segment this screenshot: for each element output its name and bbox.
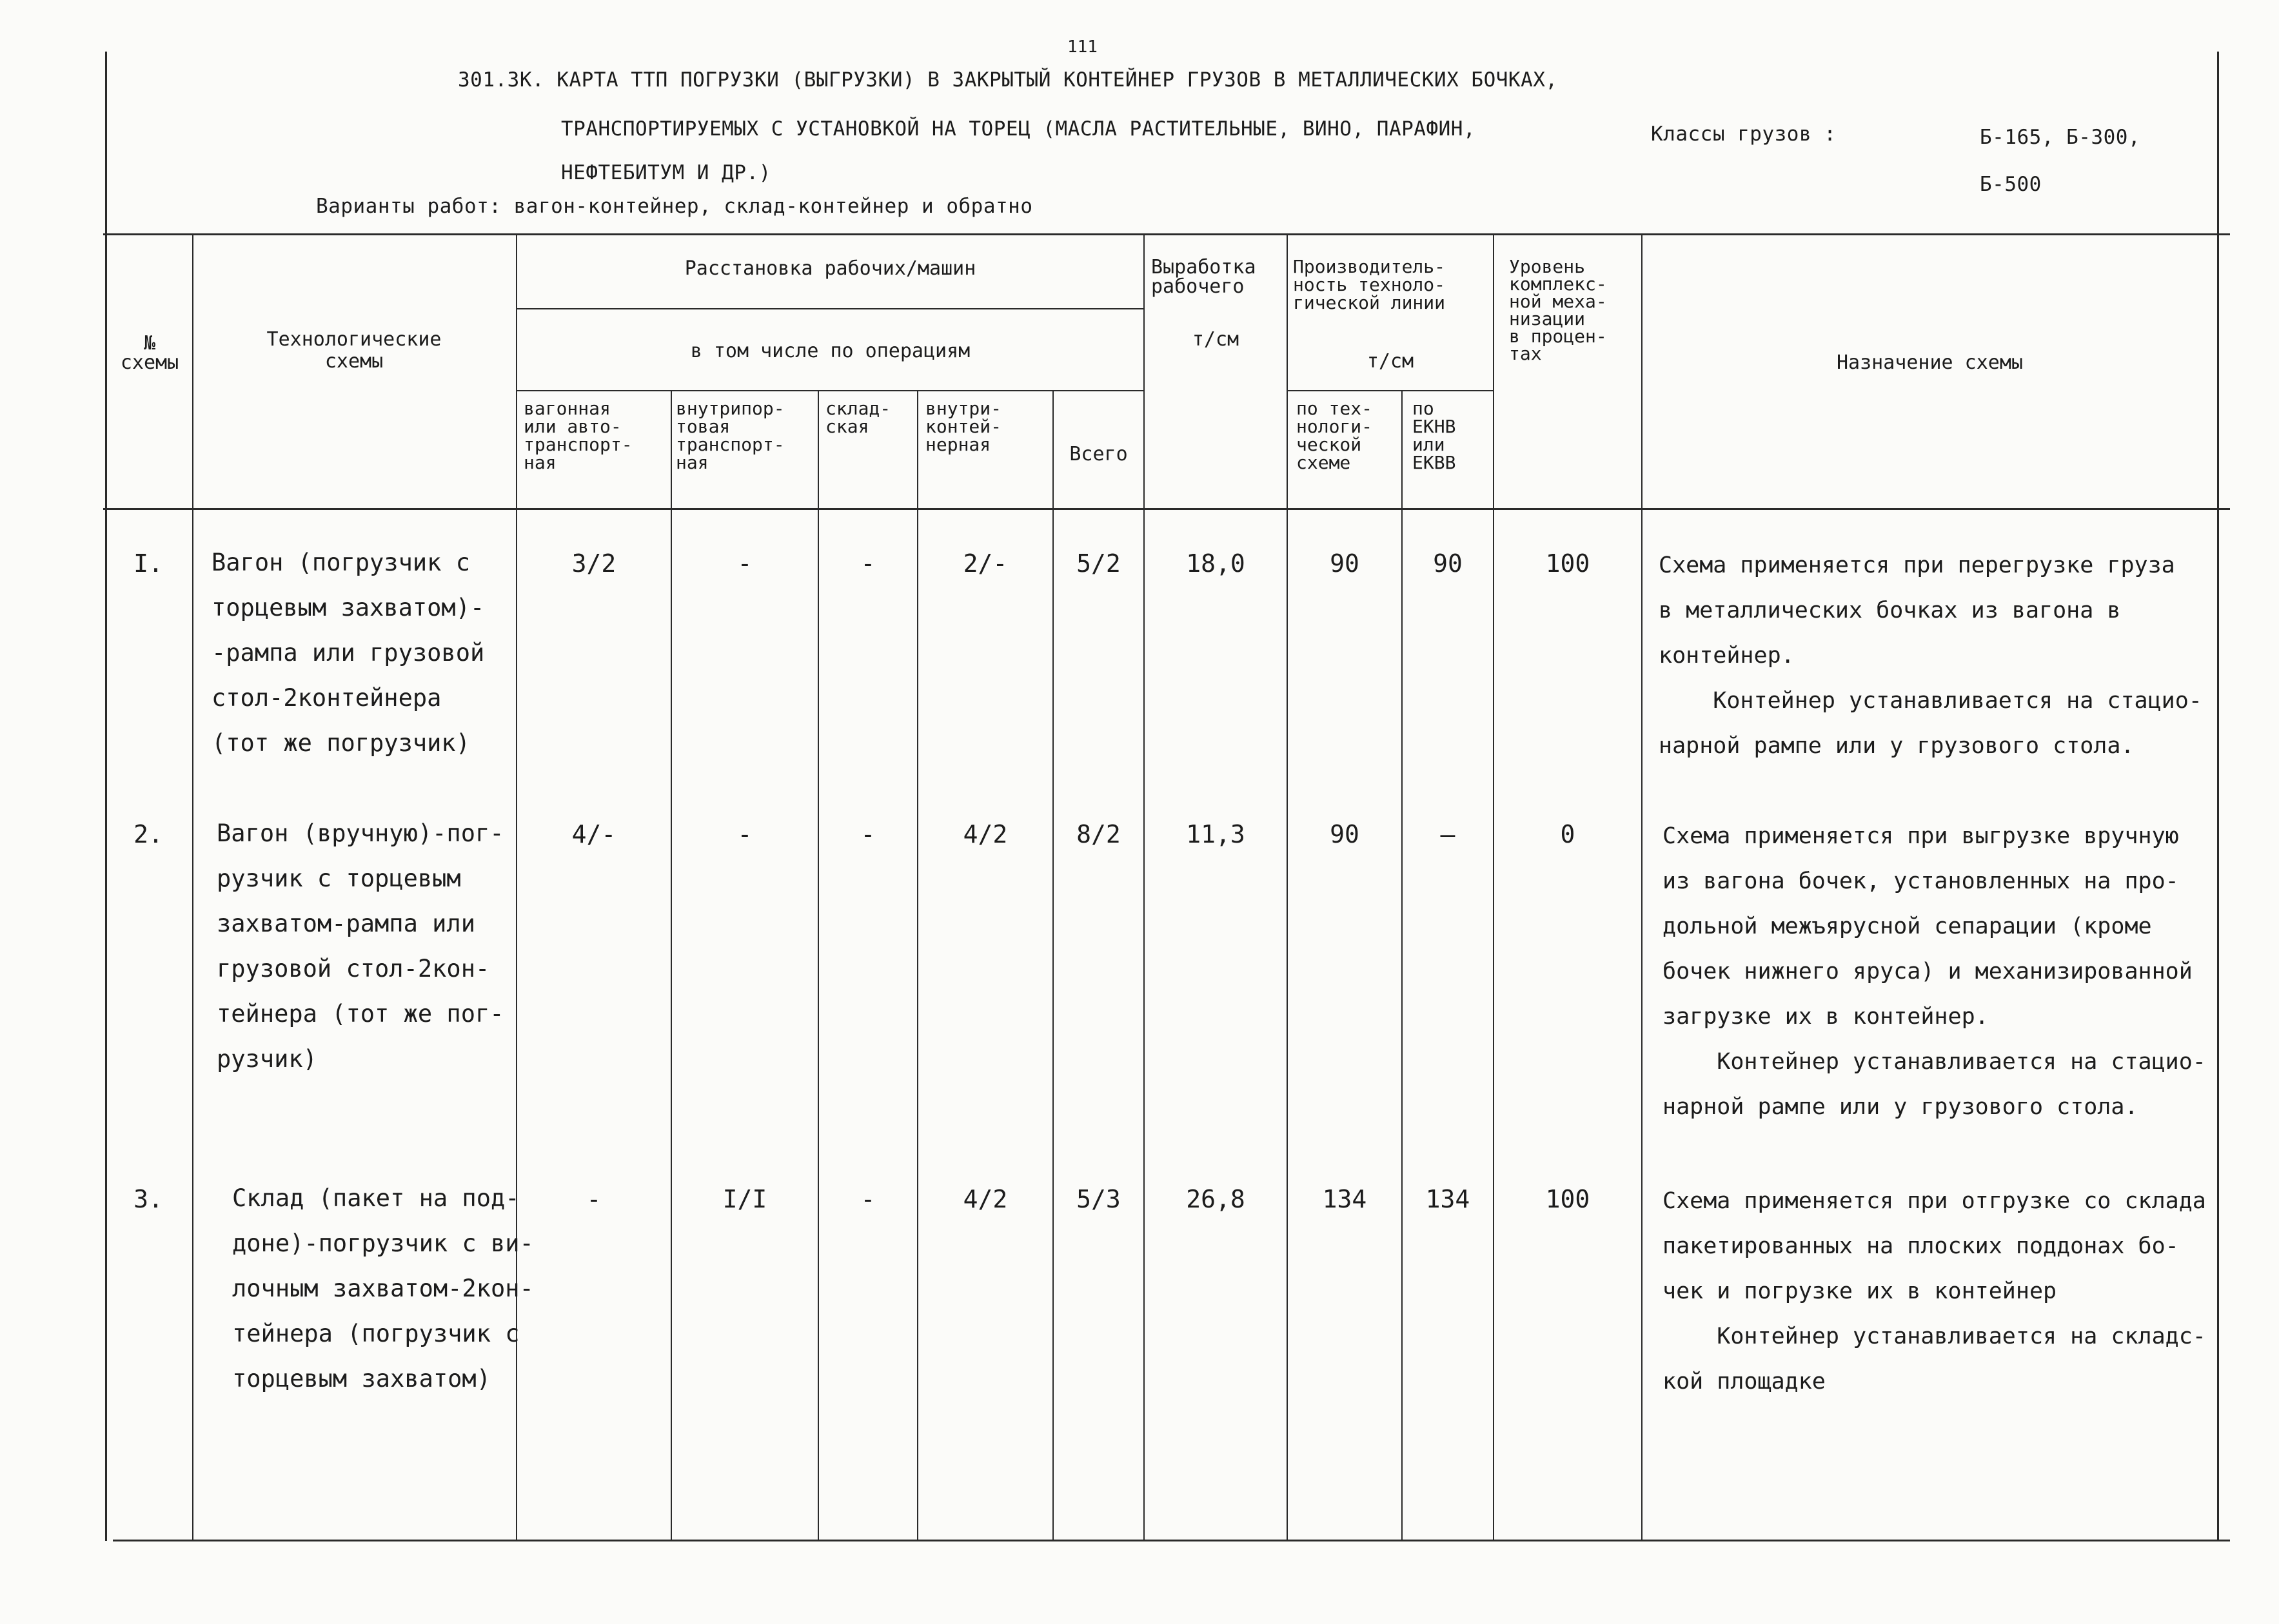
header-output: Выработка рабочего bbox=[1151, 256, 1256, 298]
row-scheme: Вагон (погрузчик с торцевым захватом)- -рампа или грузовой стол-2контейнера (тот же погрузчик) bbox=[212, 549, 485, 757]
header-mech-level: Уровень комплекс- ной меха- низации в процен- тах bbox=[1509, 256, 1607, 364]
cargo-classes-value-2: Б-500 bbox=[1980, 173, 2042, 196]
cell-prod-scheme: 134 bbox=[1322, 1185, 1367, 1213]
cell-total: 8/2 bbox=[1076, 820, 1121, 848]
header-col-total: Всего bbox=[1069, 443, 1128, 465]
header-productivity: Производитель- ность техноло- гической линии bbox=[1293, 256, 1446, 313]
cell-prod-ekhv: 90 bbox=[1433, 549, 1463, 578]
row-number: 2. bbox=[133, 820, 163, 848]
cell-intra-container: 4/2 bbox=[963, 1185, 1008, 1213]
cell-wagon: - bbox=[586, 1185, 602, 1213]
header-no: № схемы bbox=[120, 332, 179, 374]
cell-output: 26,8 bbox=[1186, 1185, 1245, 1213]
cell-prod-scheme: 90 bbox=[1330, 549, 1359, 578]
cell-purpose: Схема применяется при выгрузке вручную из вагона бочек, установленных на про- дольной межъярусной сепарации (кроме бочек нижнего яруса) и механизированной загрузке их в контейнер. Контейнер устанавливается на стацио- нарной рампе или у грузового стола. bbox=[1662, 823, 2206, 1120]
cell-prod-ekhv: 134 bbox=[1425, 1185, 1470, 1213]
cargo-classes-label: Классы грузов : bbox=[1651, 122, 1837, 146]
cell-purpose: Схема применяется при отгрузке со склада пакетированных на плоских поддонах бо- чек и погрузке их в контейнер Контейнер устанавливается на складс- кой площадке bbox=[1662, 1188, 2206, 1394]
header-col-warehouse: склад- ская bbox=[825, 398, 891, 437]
header-col-intra-port: внутрипор- товая транспорт- ная bbox=[676, 398, 785, 473]
header-output-unit: т/см bbox=[1192, 328, 1239, 351]
cell-intra-port: - bbox=[737, 549, 753, 578]
header-prod-scheme: по тех- нологи- ческой схеме bbox=[1296, 398, 1373, 473]
cell-intra-container: 2/- bbox=[963, 549, 1008, 578]
cell-output: 18,0 bbox=[1186, 549, 1245, 578]
header-col-intra-container: внутри- контей- нерная bbox=[925, 398, 1002, 455]
cell-prod-scheme: 90 bbox=[1330, 820, 1359, 848]
header-including-operations: в том числе по операциям bbox=[690, 340, 971, 362]
title-line-1: 301.ЗК. КАРТА ТТП ПОГРУЗКИ (ВЫГРУЗКИ) В ЗАКРЫТЫЙ КОНТЕЙНЕР ГРУЗОВ В МЕТАЛЛИЧЕСКИХ БОЧКАХ, bbox=[458, 68, 1558, 92]
title-line-2: ТРАНСПОРТИРУЕМЫХ С УСТАНОВКОЙ НА ТОРЕЦ (МАСЛА РАСТИТЕЛЬНЫЕ, ВИНО, ПАРАФИН, bbox=[561, 117, 1476, 141]
cell-intra-port: I/I bbox=[722, 1185, 767, 1213]
header-placement: Расстановка рабочих/машин bbox=[684, 257, 976, 280]
cell-mech-level: 0 bbox=[1560, 820, 1575, 848]
cell-total: 5/3 bbox=[1076, 1185, 1121, 1213]
row-scheme: Вагон (вручную)-пог- рузчик с торцевым захватом-рампа или грузовой стол-2кон- тейнера (тот же пог- рузчик) bbox=[217, 819, 504, 1073]
title-line-3: НЕФТЕБИТУМ И ДР.) bbox=[561, 161, 771, 184]
cell-output: 11,3 bbox=[1186, 820, 1245, 848]
header-col-wagon: вагонная или авто- транспорт- ная bbox=[524, 398, 633, 473]
cell-warehouse: - bbox=[860, 1185, 876, 1213]
cargo-classes-value-1: Б-165, Б-300, bbox=[1980, 126, 2141, 149]
cell-intra-container: 4/2 bbox=[963, 820, 1008, 848]
header-purpose: Назначение схемы bbox=[1837, 351, 2023, 374]
cell-warehouse: - bbox=[860, 549, 876, 578]
page-number: 111 bbox=[1067, 37, 1098, 57]
cell-warehouse: - bbox=[860, 820, 876, 848]
header-prod-ekhv: по ЕКНВ или ЕКВВ bbox=[1412, 398, 1456, 473]
cell-prod-ekhv: — bbox=[1440, 820, 1455, 848]
cell-total: 5/2 bbox=[1076, 549, 1121, 578]
work-variants: Варианты работ: вагон-контейнер, склад-контейнер и обратно bbox=[316, 195, 1033, 218]
cell-purpose: Схема применяется при перегрузке груза в металлических бочках из вагона в контейнер. Контейнер устанавливается на стацио- нарной рампе или у грузового стола. bbox=[1659, 553, 2202, 759]
cell-wagon: 4/- bbox=[571, 820, 617, 848]
cell-wagon: 3/2 bbox=[571, 549, 617, 578]
header-productivity-unit: т/см bbox=[1366, 350, 1414, 373]
row-scheme: Склад (пакет на под- доне)-погрузчик с ви- лочным захватом-2кон- тейнера (погрузчик с торцевым захватом) bbox=[232, 1184, 534, 1393]
cell-mech-level: 100 bbox=[1545, 1185, 1590, 1213]
row-number: 3. bbox=[133, 1185, 163, 1213]
cell-mech-level: 100 bbox=[1545, 549, 1590, 578]
cell-intra-port: - bbox=[737, 820, 753, 848]
header-schemes: Технологические схемы bbox=[266, 328, 442, 373]
row-number: I. bbox=[133, 549, 163, 578]
